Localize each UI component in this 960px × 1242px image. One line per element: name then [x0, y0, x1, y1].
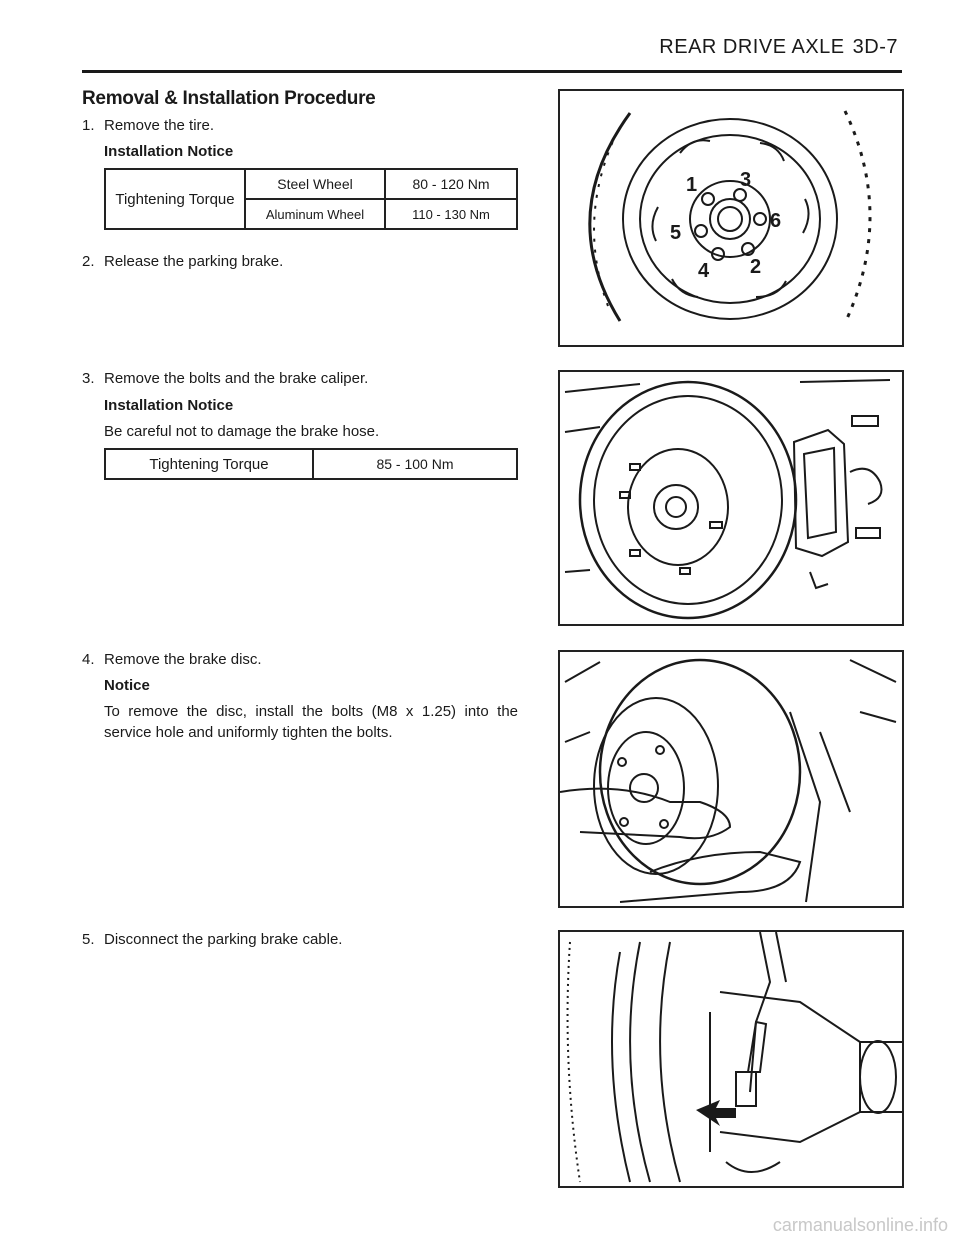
bolt-order-label: 5 [670, 222, 682, 244]
figure-brake-caliper [558, 370, 904, 626]
header-rule [82, 70, 902, 73]
torque-table-wheel [104, 168, 518, 230]
bolt-order-label: 1 [686, 174, 698, 196]
wheel-type: Steel Wheel [245, 169, 385, 199]
torque-value: 80 - 120 Nm [385, 169, 517, 199]
notice-heading: Notice [104, 677, 150, 694]
parking-brake-illustration [560, 932, 902, 1186]
step-2 [82, 251, 522, 273]
torque-label: Tightening Torque [105, 169, 245, 229]
step-1 [82, 115, 522, 137]
section-title: Removal & Installation Procedure [82, 88, 376, 109]
figure-wheel-bolt-order [558, 89, 904, 347]
bolt-order-label: 4 [698, 260, 710, 282]
disc-removal-illustration [560, 652, 902, 906]
step-number: 2. [82, 253, 95, 270]
wheel-illustration [560, 91, 902, 345]
bolt-order-label: 3 [740, 169, 752, 191]
torque-value: 85 - 100 Nm [313, 449, 517, 479]
step-4 [82, 649, 522, 671]
step-number: 5. [82, 931, 95, 948]
figure-parking-brake-cable [558, 930, 904, 1188]
wheel-type: Aluminum Wheel [245, 199, 385, 229]
torque-label: Tightening Torque [105, 449, 313, 479]
header-page-number: 3D-7 [852, 36, 898, 58]
step-text: Remove the bolts and the brake caliper. [104, 370, 369, 387]
installation-notice-heading: Installation Notice [104, 397, 234, 414]
bolt-order-label: 6 [770, 210, 782, 232]
installation-notice-heading: Installation Notice [104, 143, 234, 160]
notice-text: To remove the disc, install the bolts (M8 x 1.25) into the service hole and uniformly tighten the bolts. [104, 703, 518, 741]
page-header [0, 36, 898, 59]
bolt-order-label: 2 [750, 256, 762, 278]
arrow-icon [696, 1100, 736, 1126]
step-text: Release the parking brake. [104, 253, 284, 270]
installation-note: Be careful not to damage the brake hose. [104, 423, 380, 440]
step-text: Disconnect the parking brake cable. [104, 931, 343, 948]
torque-value: 110 - 130 Nm [385, 199, 517, 229]
step-number: 1. [82, 117, 95, 134]
watermark: carmanualsonline.info [772, 1215, 948, 1235]
step-5 [82, 929, 522, 951]
step-text: Remove the brake disc. [104, 651, 262, 668]
step-text: Remove the tire. [104, 117, 215, 134]
figure-brake-disc-removal [558, 650, 904, 908]
caliper-illustration [560, 372, 902, 624]
step-number: 3. [82, 370, 95, 387]
step-3 [82, 368, 522, 390]
step-number: 4. [82, 651, 95, 668]
torque-table-caliper [104, 448, 518, 480]
header-section: REAR DRIVE AXLE [659, 36, 845, 58]
